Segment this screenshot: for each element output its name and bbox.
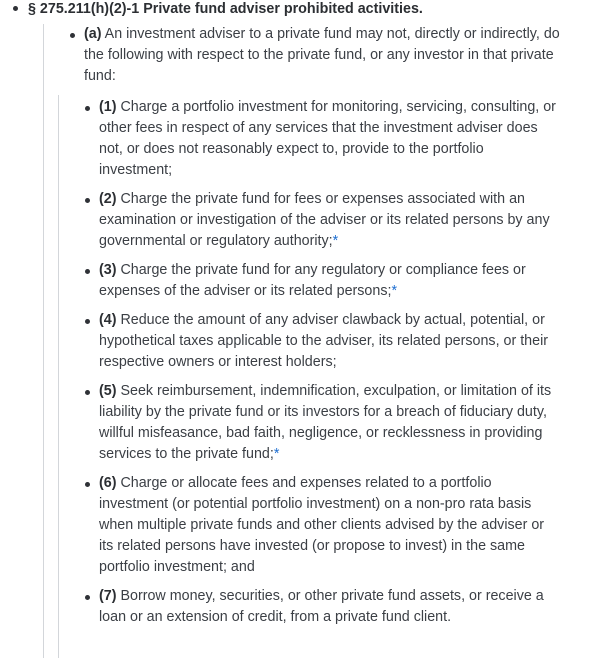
subparagraph-item	[58, 310, 571, 373]
subparagraph-marker: (4)	[99, 312, 117, 328]
subparagraph-container	[58, 97, 571, 628]
footnote-star-link[interactable]: *	[391, 283, 398, 299]
subparagraph-text: Seek reimbursement, indemnification, exculpation, or limitation of its liability by the private fund or its investors for a breach of fiduciary duty, willful misfeasance, bad faith, negligence, or recklessness in providing services to the private fund;	[99, 383, 552, 462]
subparagraph-item	[58, 473, 571, 578]
subparagraph-marker: (3)	[99, 262, 117, 278]
paragraph-a-marker: (a)	[84, 26, 102, 42]
footnote-star-link[interactable]: *	[332, 233, 339, 249]
subparagraph-item	[58, 586, 571, 628]
subparagraph-marker: (1)	[99, 99, 117, 115]
paragraph-a	[43, 24, 603, 628]
subparagraph-marker: (6)	[99, 475, 117, 491]
subparagraph-text: Charge the private fund for any regulatory or compliance fees or expenses of the adviser or its related persons;	[99, 262, 526, 299]
subparagraph-text: Charge or allocate fees and expenses related to a portfolio investment (or potential portfolio investment) on a non-pro rata basis when multiple private funds and other clients advised by the adviser or its related persons have invested (or propose to invest) in the same portfolio investment; and	[99, 475, 545, 575]
subparagraph-text: Charge a portfolio investment for monitoring, servicing, consulting, or other fees in respect of any services that the investment adviser does not, or does not reasonably expect to, provide to the portfolio investment;	[99, 99, 556, 178]
subparagraph-item	[58, 381, 571, 465]
subparagraph-item	[58, 97, 571, 181]
section-body	[43, 24, 603, 628]
subparagraph-marker: (7)	[99, 588, 117, 604]
footnote-star-link[interactable]: *	[273, 446, 280, 462]
subparagraph-text: Reduce the amount of any adviser clawback by actual, potential, or hypothetical taxes applicable to the adviser, its related persons, or their respective owners or interest holders;	[99, 312, 549, 370]
subparagraph-marker: (5)	[99, 383, 117, 399]
paragraph-list	[43, 24, 603, 628]
subparagraph-marker: (2)	[99, 191, 117, 207]
subparagraph-text: Charge the private fund for fees or expenses associated with an examination or investigation of the adviser or its related persons by any governmental or regulatory authority;	[99, 191, 550, 249]
subparagraph-item	[58, 189, 571, 252]
subparagraph-item	[58, 260, 571, 302]
section-heading: § 275.211(h)(2)-1 Private fund adviser prohibited activities.	[28, 1, 423, 17]
paragraph-a-text: An investment adviser to a private fund may not, directly or indirectly, do the following with respect to the private fund, or any investor in that private fund:	[84, 26, 560, 84]
subparagraph-text: Borrow money, securities, or other private fund assets, or receive a loan or an extension of credit, from a private fund client.	[99, 588, 544, 625]
subparagraph-list	[58, 97, 571, 628]
